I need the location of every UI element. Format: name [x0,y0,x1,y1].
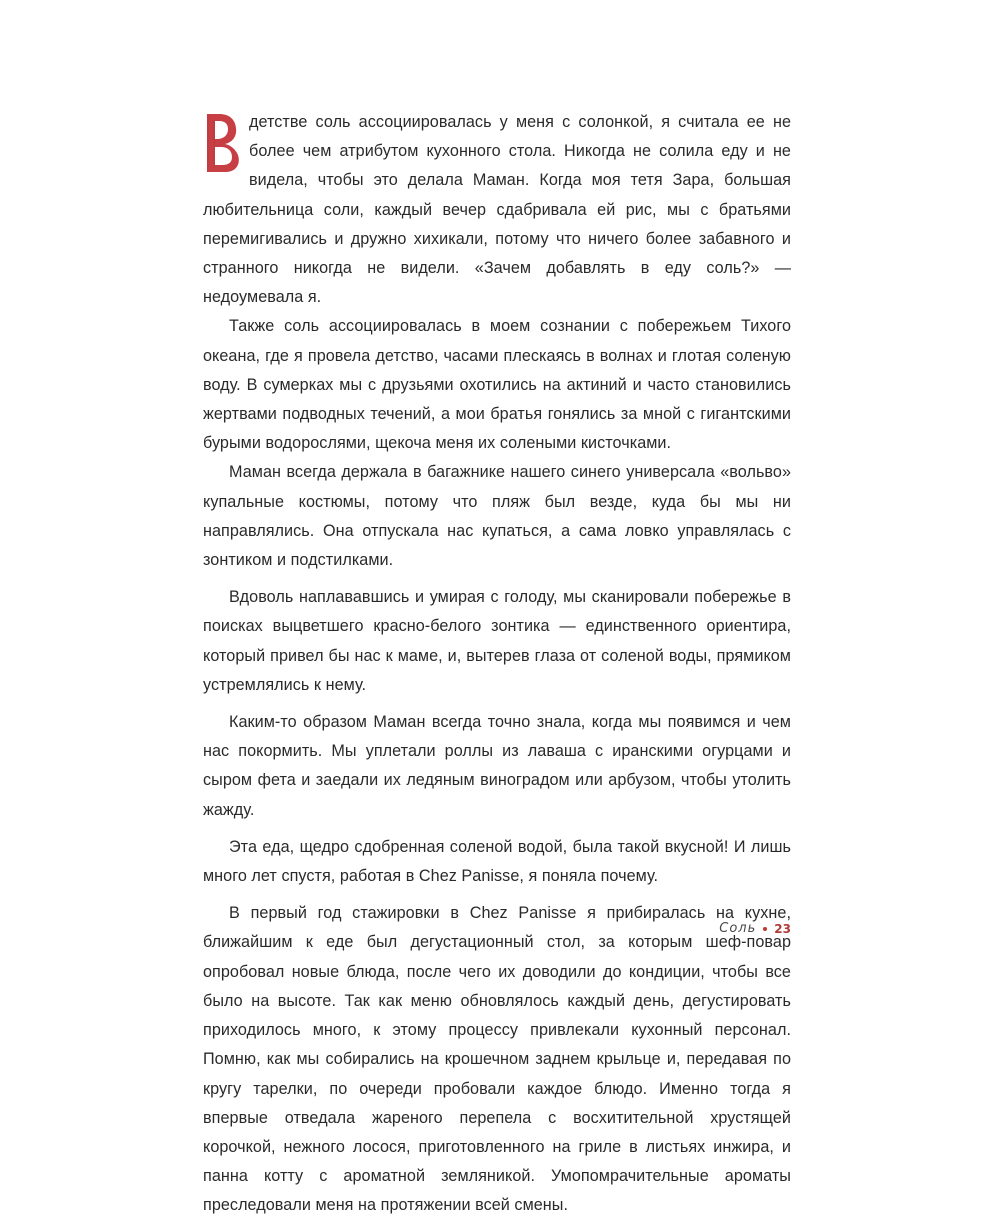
chapter-text [203,108,791,1221]
paragraph-2: Также соль ассоциировалась в моем сознании с побережьем Тихого океана, где я провела детство, часами плескаясь в волнах и глотая соленую воду. В сумерках мы с друзьями охотились на актиний и часто становились жертвами подводных течений, а мои братья гонялись за мной с гигантскими бурыми водорослями, щекоча меня их солеными кисточками. [203,317,791,453]
paragraph-1 [203,108,791,312]
paragraph-3: Маман всегда держала в багажнике нашего синего универсала «вольво» купальные костюмы, потому что пляж был везде, куда бы мы ни направлялись. Она отпускала нас купаться, а сама ловко управлялась с зонтиком и подстилками. [203,463,791,570]
separator-dot-icon [763,927,767,931]
page-footer [719,921,791,936]
paragraph-4: Вдоволь наплававшись и умирая с голоду, мы сканировали побережье в поисках выцветшего красно-белого зонтика — единственного ориентира, который привел бы нас к маме, и, вытерев глаза от соленой воды, прямиком устремлялись к нему. [203,588,791,694]
paragraph-1-text: детстве соль ассоциировалась у меня с солонкой, я считала ее не более чем атрибутом кухонного стола. Никогда не солила еду и не видела, чтобы это делала Маман. Когда моя тетя Зара, большая любительница соли, каждый вечер сдабривала ей рис, мы с братьями перемигивались и дружно хихикали, потому что ничего более забавного и странного никогда не видели. «Зачем добавлять в еду соль?» — недоумевала я. [203,113,791,307]
drop-cap-letter-glyph [203,112,243,174]
drop-cap [203,112,243,174]
paragraph-6: Эта еда, щедро сдобренная соленой водой, была такой вкусной! И лишь много лет спустя, работая в Chez Panisse, я поняла почему. [203,837,791,886]
paragraph-7: В первый год стажировки в Chez Panisse я прибиралась на кухне, ближайшим к еде был дегустационный стол, за которым шеф-повар опробовал новые блюда, после чего их доводили до кондиции, чтобы все было на высоте. Так как меню обновлялось каждый день, дегустировать приходилось много, к этому процессу привлекали кухонный персонал. Помню, как мы собирались на крошечном заднем крыльце и, передавая по кругу тарелки, по очереди пробовали каждое блюдо. Именно тогда я впервые отведала жареного перепела с восхитительной хрустящей корочкой, нежного лосося, приготовленного на гриле в листьях инжира, и панна котту с ароматной земляникой. Умопомрачительные ароматы преследовали меня на протяжении всей смены. [203,904,791,1215]
running-head: Соль [719,921,757,936]
paragraph-5: Каким-то образом Маман всегда точно знала, когда мы появимся и чем нас покормить. Мы уплетали роллы из лаваша с иранскими огурцами и сыром фета и заедали их ледяным виноградом или арбузом, чтобы утолить жажду. [203,713,791,819]
page-number: 23 [774,921,791,936]
